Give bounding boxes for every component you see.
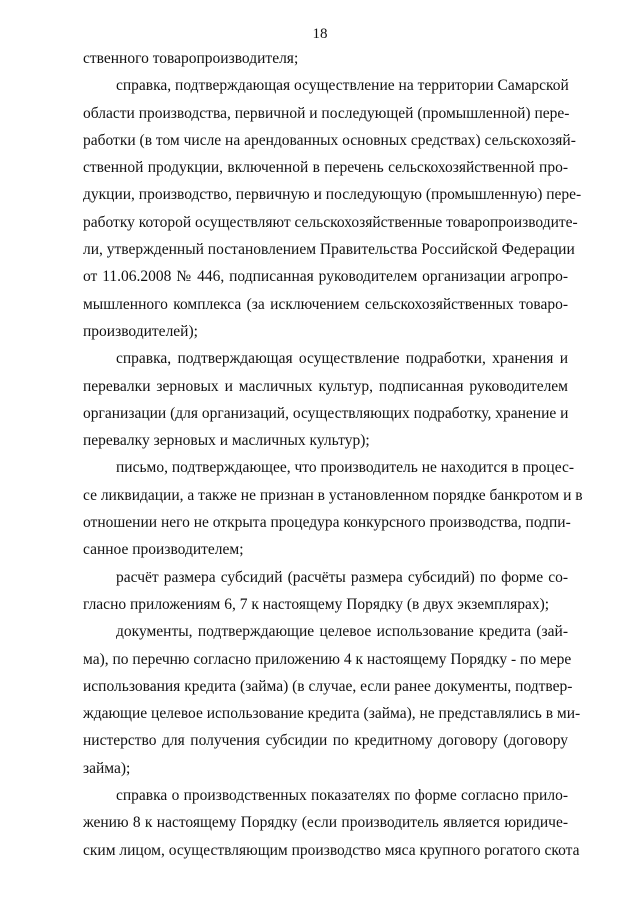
text-line: ственной продукции, включенной в перечень сельскохозяйственной про- [83,159,568,177]
text-line: области производства, первичной и последующей (промышленной) пере- [83,104,570,122]
text-line: се ликвидации, а также не признан в установленном порядке банкротом и в [83,486,583,504]
text-line: работки (в том числе на арендованных основных средствах) сельскохозяй- [83,131,576,149]
text-line: жению 8 к настоящему Порядку (если производитель является юридиче- [83,814,568,832]
text-line: ским лицом, осуществляющим производство мяса крупного рогатого скота [83,841,580,859]
text-line: производителей); [83,322,198,340]
text-line: мышленного комплекса (за исключением сельскохозяйственных товаро- [83,295,568,313]
paragraph-first-line: справка, подтверждающая осуществление на территории Самарской [116,77,569,95]
text-line: займа); [83,759,131,777]
text-line: перевалку зерновых и масличных культур); [83,432,370,450]
text-line: ма), по перечню согласно приложению 4 к настоящему Порядку - по мере [83,650,572,668]
text-line: ждающие целевое использование кредита (займа), не представлялись в ми- [83,705,581,723]
paragraph-first-line: документы, подтверждающие целевое использование кредита (зай- [116,623,568,641]
paragraph-first-line: письмо, подтверждающее, что производитель не находится в процес- [116,459,574,477]
text-line: организации (для организаций, осуществляющих подработку, хранение и [83,404,569,422]
page-number: 18 [312,26,328,42]
text-line: от 11.06.2008 № 446, подписанная руководителем организации агропро- [83,268,568,286]
text-line: ли, утвержденный постановлением Правительства Российской Федерации [83,241,575,259]
paragraph-first-line: расчёт размера субсидий (расчёты размера субсидий) по форме со- [116,568,568,586]
paragraph-first-line: справка о производственных показателях по форме согласно прило- [116,787,568,805]
text-line: перевалки зерновых и масличных культур, подписанная руководителем [83,377,568,395]
text-line: гласно приложениям 6, 7 к настоящему Порядку (в двух экземплярах); [83,595,550,613]
paragraph-first-line: справка, подтверждающая осуществление подработки, хранения и [116,350,568,368]
text-line: отношении него не открыта процедура конкурсного производства, подпи- [83,514,571,532]
document-body [83,45,583,864]
text-line: нистерство для получения субсидии по кредитному договору (договору [83,732,568,750]
text-line: ственного товаропроизводителя; [83,50,299,67]
text-line: использования кредита (займа) (в случае, если ранее документы, подтвер- [83,677,573,695]
text-line: санное производителем; [83,541,244,559]
text-line: дукции, производство, первичную и последующую (промышленную) пере- [83,186,582,204]
text-line: работку которой осуществляют сельскохозяйственные товаропроизводите- [83,213,578,231]
